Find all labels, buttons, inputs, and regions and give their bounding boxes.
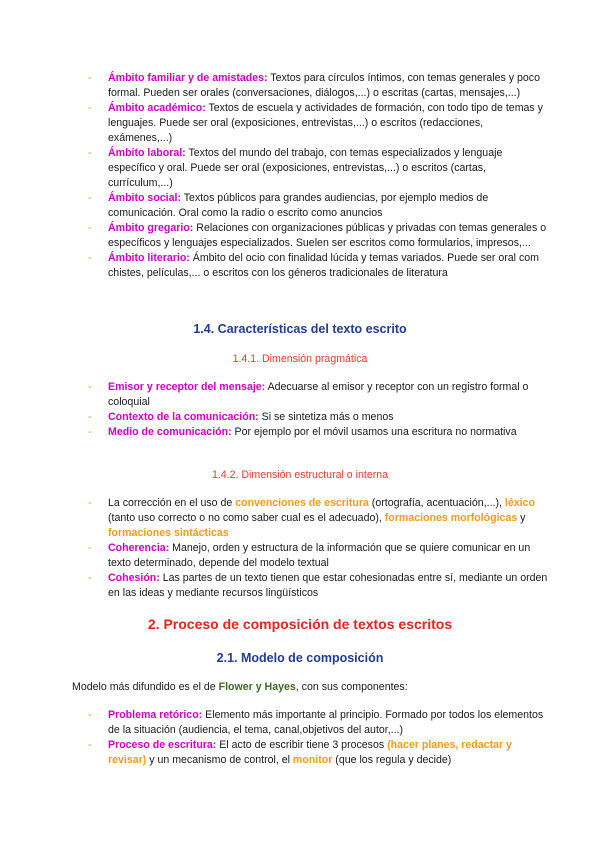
heading-1-4: 1.4. Características del texto escrito (193, 322, 407, 336)
term-ambito-laboral: Ámbito laboral: (108, 147, 186, 159)
heading-1-4-1: 1.4.1. Dimensión pragmática (232, 353, 368, 365)
componentes-list (88, 708, 548, 768)
term-ambito-academico: Ámbito académico: (108, 102, 206, 114)
list-item: - Problema retórico: Elemento más importante al principio. Formado por todos los elementos de la situación (audiencia, el tema, canal,objetivos del autor,...) (88, 709, 544, 736)
pragmatica-list (88, 380, 548, 440)
list-item: - Coherencia: Manejo, orden y estructura de la información que se quiere comunicar en un texto determinado, depende del modelo textual (88, 542, 531, 569)
list-item: - Emisor y receptor del mensaje: Adecuarse al emisor y receptor con un registro formal o coloquial (88, 381, 529, 408)
list-item: - Cohesión: Las partes de un texto tienen que estar cohesionadas entre sí, mediante un orden en las ideas y mediante recursos lingüísticos (88, 572, 548, 599)
term-ambito-social: Ámbito social: (108, 192, 181, 204)
list-item: - La corrección en el uso de convenciones de escritura (ortografía, acentuación,...), léxico (tanto uso correcto o no como saber cual es el adecuado), formaciones morfológicas y formaciones sintácticas (88, 497, 535, 539)
term-ambito-familiar: Ámbito familiar y de amistades: (108, 72, 268, 84)
list-item: - Ámbito literario: Ámbito del ocio con finalidad lúcida y temas variados. Puede ser oral com chistes, películas,... o escritos con los géneros tradicionales de literatura (88, 252, 539, 279)
list-item: - Medio de comunicación: Por ejemplo por el móvil usamos una escritura no normativa (88, 426, 517, 438)
list-item: - Ámbito académico: Textos de escuela y actividades de formación, con todo tipo de temas y lenguajes. Puede ser oral (exposiciones, entrevistas,...) o escritos (redacciones, exámenes,...) (88, 102, 543, 144)
heading-1-4-2: 1.4.2. Dimensión estructural o interna (211, 469, 389, 481)
list-item: - Contexto de la comunicación: Si se sintetiza más o menos (88, 411, 394, 423)
list-item: - Ámbito social: Textos públicos para grandes audiencias, por ejemplo medios de comunicación. Oral como la radio o escrito como anuncios (88, 192, 489, 219)
list-item: - Ámbito laboral: Textos del mundo del trabajo, con temas especializados y lenguaje específico y oral. Puede ser oral (exposiciones, entrevistas,...) o escritos (cartas, currículum,...) (88, 147, 503, 189)
term-ambito-gregario: Ámbito gregario: (108, 222, 194, 234)
list-item: - Proceso de escritura: El acto de escribir tiene 3 procesos (hacer planes, redactar y revisar) y un mecanismo de control, el monitor (que los regula y decide) (88, 739, 512, 766)
heading-2: 2. Proceso de composición de textos escritos (147, 616, 453, 632)
list-item: - Ámbito gregario: Relaciones con organizaciones públicas y privadas con temas generales o específicos y lenguajes especializados. Suelen ser escritos como formularios, impresos,... (88, 222, 547, 249)
estructural-list (88, 496, 548, 601)
list-item: - Ámbito familiar y de amistades: Textos para círculos íntimos, con temas generales y poco formal. Pueden ser orales (conversaciones, diálogos,...) o escritas (cartas, mensajes,...) (88, 72, 540, 99)
term-ambito-literario: Ámbito literario: (108, 252, 190, 264)
heading-2-1: 2.1. Modelo de composición (216, 651, 384, 665)
ambitos-list (88, 71, 548, 281)
modelo-intro: Modelo más difundido es el de Flower y Hayes, con sus componentes: (72, 681, 408, 693)
